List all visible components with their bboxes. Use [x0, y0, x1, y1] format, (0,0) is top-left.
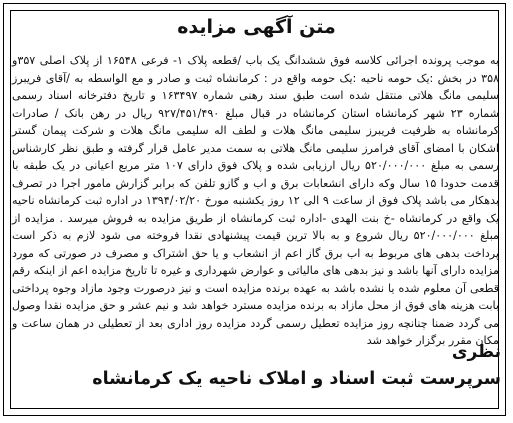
notice-body: به موجب پرونده اجرائی کلاسه فوق ششدانگ یک باب /قطعه پلاک ۱- فرعی ۱۶۵۴۸ از پلاک اصلی ۳۵۷و ۳۵۸ در بخش :یک حومه ناحیه :یک حومه واقع در : کرمانشاه ثبت و صادر و مع الواسطه به /آقای فریبرز سلیمی مانگ هلاتی منتقل شده است طبق سند رهنی شماره ۱۶۳۴۹۷ و تاریخ دفترخانه اسناد رسمی شماره ۲۳ شهر کرمانشاه استان کرمانشاه در قبال مبلغ ۹۲۷/۴۵۱/۴۹۰ ریال در رهن بانک / صادرات کرمانشاه به ظرفیت فریبرز سلیمی مانگ هلات و لطف اله سلیمی مانگ هلات و شرکت پیمان گستر اشکان با امضای آقای فرامرز سلیمی مانگ هلاتی به سمت مدیر عامل قرار گرفته و طبق نظر کارشناس رسمی به مبلغ ۵۲۰/۰۰۰/۰۰۰ ریال ارزیابی شده و پلاک فوق دارای ۱۰۷ متر مربع اعیانی در یک طبقه با قدمت حدودا ۱۵ سال وکه دارای انشعابات برق و اب و گازو تلفن که برابر گزارش مامور اجرا در تصرف بدهکار می باشد پلاک فوق از ساعت ۹ الی ۱۲ روز یکشنبه مورخ ۱۳۹۴/۰۲/۲۰ در اداره ثبت کرمانشاه ناحیه یک واقع در کرمانشاه -خ بنت الهدی -اداره ثبت کرمانشاه از طریق مزایده به فروش میرسد . مزایده از مبلغ ۵۲۰/۰۰۰/۰۰۰ ریال شروع و به بالا ترین قیمت پیشنهادی نقدا فروخته می شود لازم به ذکر است پرداخت بدهی های مربوط به اب برق گاز اعم از انشعاب و یا حق اشتراک و مصرف در صورتی که مورد مزایده دارای آنها باشد و نیز بدهی های مالیاتی و عوارض شهرداری و غیره تا تاریخ مزایده اعم از اینکه رقم قطعی آن معلوم شده یا نشده باشد به عهده برنده مزایده است و نیز درصورت وجود مازاد وجوه پرداختی بابت هزینه های فوق از محل مازاد به برنده مزایده مسترد خواهد شد و نیم عشر و حق مزایده نقدا وصول می گردد ضمنا چنانچه روز مزایده تعطیل رسمی گردد مزایده روز اداری بعد از تعطیلی در همان ساعت و مکان مقرر برگزار خواهد شد	[12, 54, 500, 347]
signatory-title: سرپرست ثبت اسناد و املاک ناحیه یک کرمانشاه	[92, 369, 501, 389]
signatory-name: نظری	[451, 342, 501, 362]
notice-title: متن آگهی مزایده	[177, 16, 336, 38]
